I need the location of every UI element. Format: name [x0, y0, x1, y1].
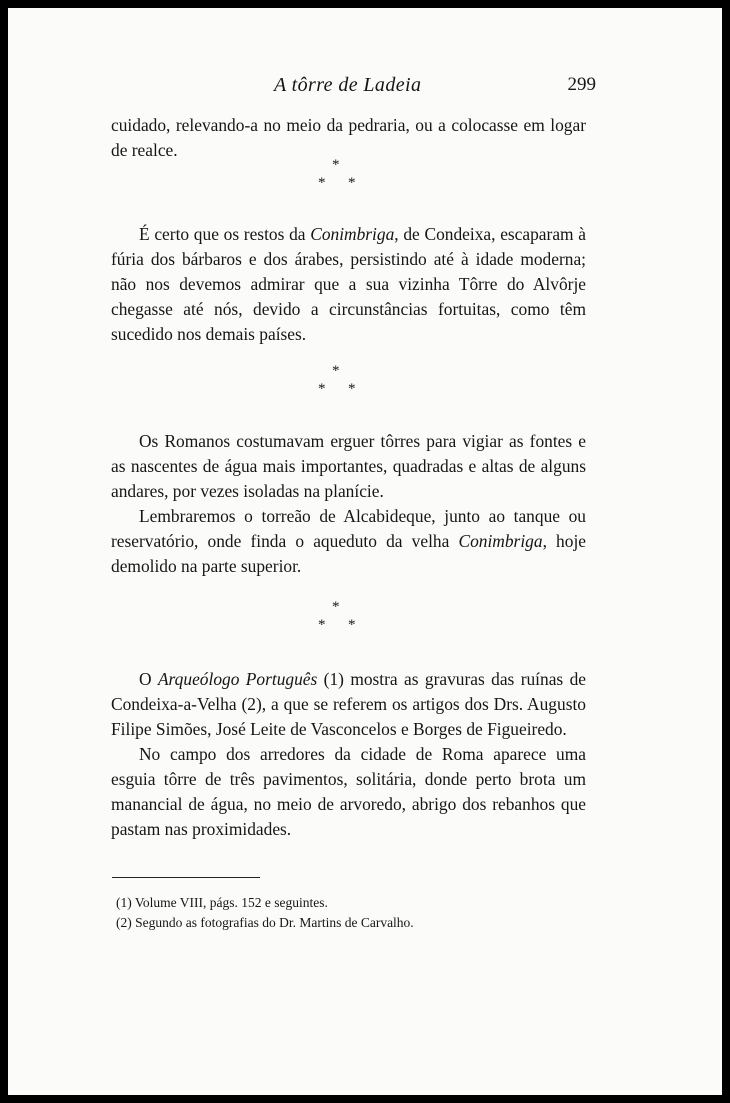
text-block-4 [111, 667, 586, 842]
footnotes [116, 893, 586, 933]
text-block-1 [111, 113, 586, 163]
page-number: 299 [567, 74, 596, 95]
text-block-2 [111, 222, 586, 347]
asterisk-icon: * [348, 381, 356, 397]
book-page [8, 8, 722, 1095]
footnote-2: (2) Segundo as fotografias do Dr. Martins de Carvalho. [116, 915, 414, 930]
asterisk-icon: * [318, 175, 326, 191]
text-block-3 [111, 429, 586, 579]
footnote-divider [112, 877, 260, 878]
asterisk-icon: * [318, 617, 326, 633]
paragraph: O Arqueólogo Português (1) mostra as gravuras das ruínas de Condeixa-a-Velha (2), a que se referem os artigos dos Drs. Augusto Filipe Simões, José Leite de Vasconcelos e Borges de Figueiredo. [111, 669, 586, 739]
running-head [274, 74, 596, 98]
section-separator [308, 158, 368, 198]
paragraph: Os Romanos costumavam erguer tôrres para vigiar as fontes e as nascentes de água mais importantes, quadradas e altas de alguns andares, por vezes isoladas na planície. [111, 431, 586, 501]
asterisk-icon: * [332, 599, 340, 615]
section-separator [308, 600, 368, 640]
paragraph: No campo dos arredores da cidade de Roma aparece uma esguia tôrre de três pavimentos, solitária, donde perto brota um manancial de água, no meio de arvoredo, abrigo dos rebanhos que pastam nas proximidades. [111, 744, 586, 839]
asterisk-icon: * [348, 617, 356, 633]
paragraph: Lembraremos o torreão de Alcabideque, junto ao tanque ou reservatório, onde finda o aqueduto da velha Conimbriga, hoje demolido na parte superior. [111, 506, 586, 576]
running-title: A tôrre de Ladeia [274, 74, 422, 96]
paragraph: cuidado, relevando-a no meio da pedraria, ou a colocasse em logar de realce. [111, 115, 586, 160]
asterisk-icon: * [332, 157, 340, 173]
asterisk-icon: * [348, 175, 356, 191]
paragraph: É certo que os restos da Conimbriga, de Condeixa, escaparam à fúria dos bárbaros e dos árabes, persistindo até à idade moderna; não nos devemos admirar que a sua vizinha Tôrre do Alvôrje chegasse até nós, devido a circunstâncias fortuitas, como têm sucedido nos demais países. [111, 224, 586, 344]
asterisk-icon: * [318, 381, 326, 397]
section-separator [308, 364, 368, 404]
asterisk-icon: * [332, 363, 340, 379]
footnote-1: (1) Volume VIII, págs. 152 e seguintes. [116, 895, 328, 910]
